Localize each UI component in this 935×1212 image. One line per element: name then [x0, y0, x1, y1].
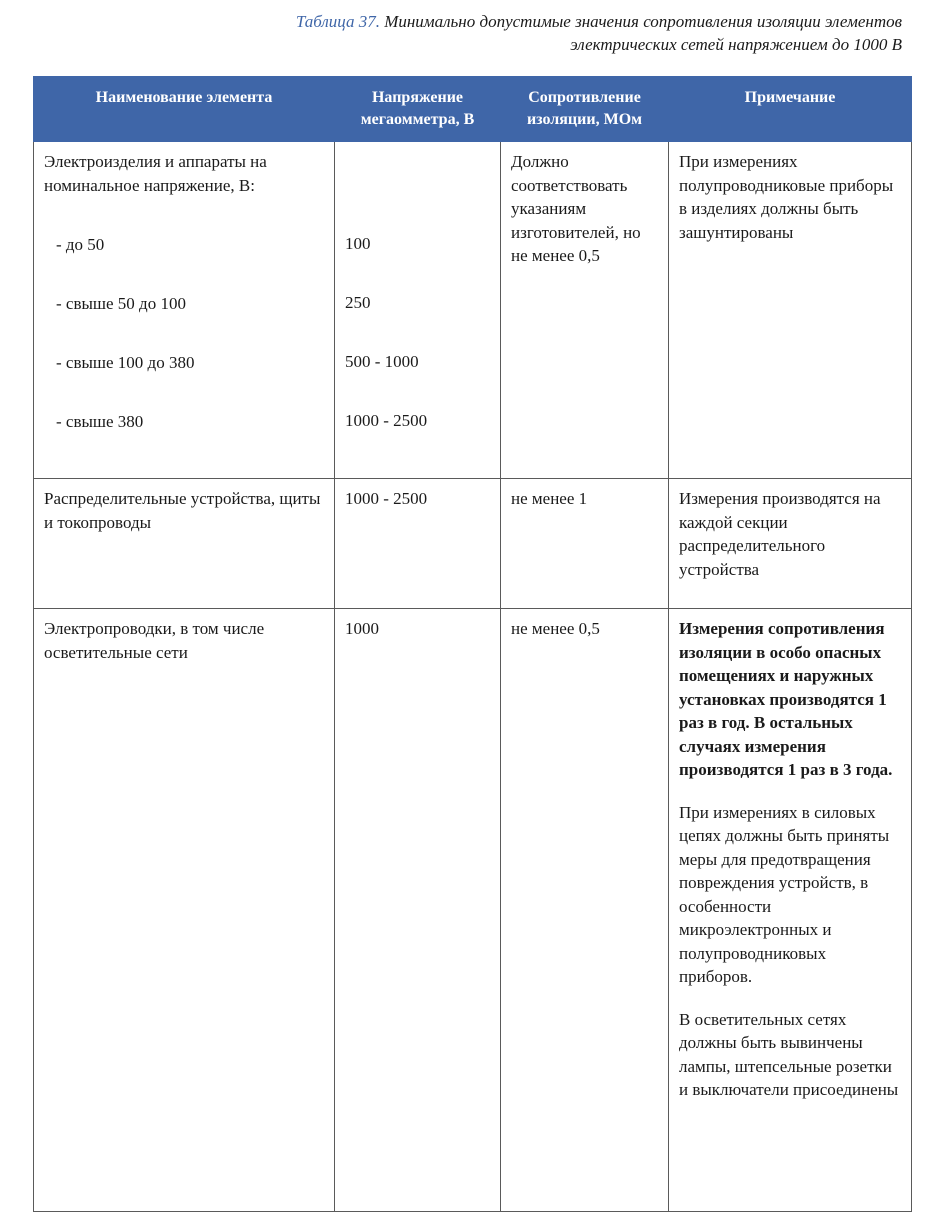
cell-element: Распределительные устройства, щиты и токопроводы [34, 479, 335, 609]
list-item: 100 [345, 234, 371, 253]
list-item: - свыше 100 до 380 [56, 352, 195, 372]
column-header-note: Примечание [669, 77, 912, 142]
column-header-element: Наименование элемента [34, 77, 335, 142]
caption-title-line-2: электрических сетей напряжением до 1000 В [570, 35, 902, 54]
list-item: - до 50 [56, 234, 105, 254]
note-bold-paragraph: Измерения сопротивления изоляции в особо опасных помещениях и наружных установках производятся 1 раз в год. В остальных случаях измерения производятся 1 раз в 3 года. [679, 619, 893, 779]
voltage-range-list [44, 233, 325, 434]
cell-resistance: Должно соответствовать указаниям изготовителей, но не менее 0,5 [501, 142, 669, 479]
column-header-resistance: Сопротивление изоляции, МОм [501, 77, 669, 142]
cell-element [34, 142, 335, 479]
insulation-resistance-table [33, 76, 912, 1212]
cell-megger-voltage: 1000 [335, 609, 501, 1212]
column-header-megger-voltage: Напряжение мегаомметра, В [335, 77, 501, 142]
cell-note [669, 609, 912, 1212]
caption-title-line-1: Минимально допустимые значения сопротивления изоляции элементов [379, 12, 902, 31]
list-item: 250 [345, 293, 371, 312]
list-item: - свыше 50 до 100 [56, 293, 186, 313]
list-item: 500 - 1000 [345, 352, 419, 371]
cell-resistance: не менее 0,5 [501, 609, 669, 1212]
list-item: - свыше 380 [56, 411, 144, 431]
cell-megger-voltage: 1000 - 2500 [335, 479, 501, 609]
megger-voltage-list [345, 150, 491, 433]
cell-megger-voltage [335, 142, 501, 479]
table-header-row [34, 77, 912, 142]
cell-resistance: не менее 1 [501, 479, 669, 609]
note-paragraph: В осветительных сетях должны быть вывинчены лампы, штепсельные розетки и выключатели присоединены [679, 1009, 899, 1099]
table-row [34, 142, 912, 479]
list-item: 1000 - 2500 [345, 411, 428, 430]
table-row [34, 479, 912, 609]
cell-element: Электропроводки, в том числе осветительные сети [34, 609, 335, 1212]
caption-number: Таблица 37. [295, 12, 380, 31]
table-caption [30, 10, 902, 56]
element-lead-text: Электроизделия и аппараты на номинальное напряжение, В: [44, 152, 267, 195]
cell-note: Измерения производятся на каждой секции распределительного устройства [669, 479, 912, 609]
table-row [34, 609, 912, 1212]
note-paragraph: При измерениях в силовых цепях должны быть приняты меры для предотвращения повреждения устройств, в особенности микроэлектронных и полупроводниковых приборов. [679, 802, 890, 986]
cell-note: При измерениях полупроводниковые приборы в изделиях должны быть зашунтированы [669, 142, 912, 479]
